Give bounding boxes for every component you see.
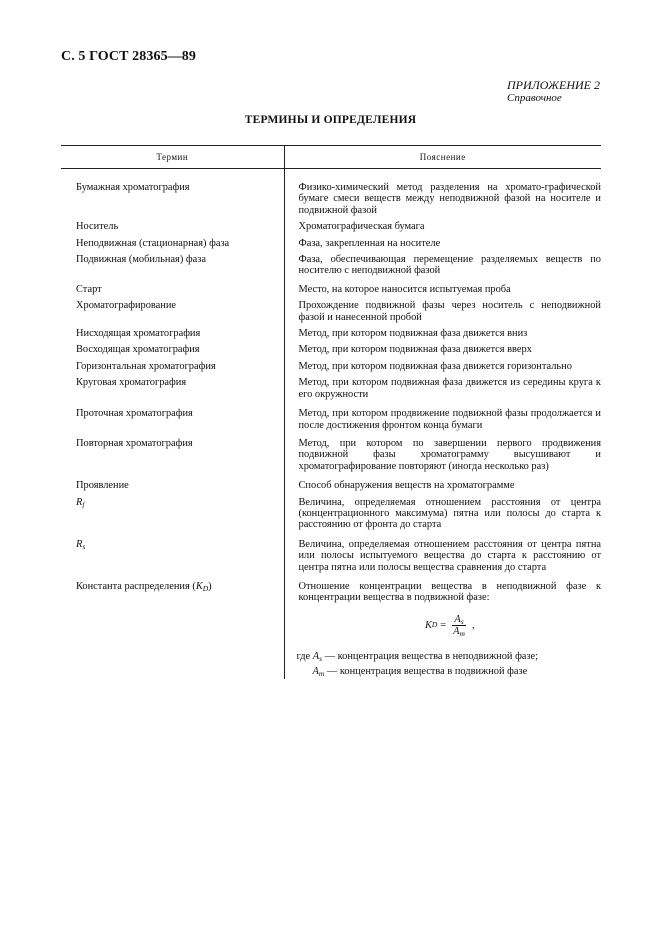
term-cell: Носитель xyxy=(76,221,119,233)
table-row xyxy=(61,295,601,323)
term-cell: Хроматографирование xyxy=(76,300,177,312)
term-cell: Восходящая хроматография xyxy=(76,344,200,356)
definition-text: Отношение концентрации вещества в неподвижной фазе к концентрации вещества в подвижной фазе: xyxy=(298,580,601,604)
column-header-term: Термин xyxy=(61,146,284,169)
table-row xyxy=(61,233,601,249)
formula-numerator xyxy=(452,614,465,626)
table-row xyxy=(61,323,601,339)
formula-denominator xyxy=(451,626,467,637)
table-body xyxy=(61,169,601,679)
table-row xyxy=(61,169,601,217)
table-row xyxy=(61,277,601,295)
table-row xyxy=(61,431,601,472)
term-cell: Нисходящая хроматография xyxy=(76,328,201,340)
legend-text: — концентрация вещества в подвижной фазе xyxy=(326,665,528,677)
table-row xyxy=(61,573,601,679)
table-row xyxy=(61,531,601,573)
terms-table xyxy=(61,145,601,679)
definition-cell: Место, на которое наносится испытуемая проба xyxy=(284,277,601,295)
legend-subscript: m xyxy=(318,668,325,678)
term-cell: Круговая хроматография xyxy=(76,377,187,389)
table-row xyxy=(61,356,601,372)
legend-symbol: A xyxy=(312,650,320,662)
page-header: С. 5 ГОСТ 28365—89 xyxy=(61,49,196,64)
definition-cell xyxy=(284,573,601,679)
definition-cell: Фаза, закрепленная на носителе xyxy=(284,233,601,249)
term-symbol: K xyxy=(195,580,203,592)
definition-cell: Величина, определяемая отношением расстояния от центра пятна или полосы испытуемого вещества до старта к расстоянию от центра пятна или полосы вещества сравнения до старта xyxy=(284,531,601,573)
formula-fraction xyxy=(451,614,467,637)
table-row xyxy=(61,216,601,232)
term-cell: Неподвижная (стационарная) фаза xyxy=(76,237,230,249)
formula-lhs-symbol: K xyxy=(424,619,432,631)
definition-cell: Прохождение подвижной фазы через носитель с неподвижной фазой и нанесенной пробой xyxy=(284,295,601,323)
term-cell: Подвижная (мобильная) фаза xyxy=(76,254,206,266)
table-row xyxy=(61,249,601,277)
term-cell: Проточная хроматография xyxy=(76,408,193,420)
term-subscript: D xyxy=(202,583,209,593)
definition-cell: Метод, при котором по завершении первого продвижения подвижной фазы хроматограмму высушивают и хроматографирование повторяют (иногда несколько раз) xyxy=(284,431,601,472)
definition-cell: Фаза, обеспечивающая перемещение разделяемых веществ по носителю с неподвижной фазой xyxy=(284,249,601,277)
numerator-subscript: s xyxy=(460,616,464,626)
definition-cell: Метод, при котором подвижная фаза движется из середины круга к его окружности xyxy=(284,372,601,400)
legend-line xyxy=(297,649,602,664)
legend-prefix: где xyxy=(296,650,311,662)
table-row xyxy=(61,472,601,491)
formula-legend xyxy=(296,649,602,679)
legend-symbol: A xyxy=(312,665,319,677)
term-cell: Старт xyxy=(76,283,102,295)
definition-cell: Физико-химический метод разделения на хромато-графической бумаге смеси веществ между неподвижной фазой на носителе и подвижной фазой xyxy=(284,169,601,217)
appendix-label xyxy=(507,79,600,105)
term-cell xyxy=(61,531,284,573)
denominator-symbol: A xyxy=(453,625,460,637)
table-row xyxy=(61,492,601,531)
term-close: ) xyxy=(208,580,212,592)
definition-cell: Метод, при котором продвижение подвижной фазы продолжается и после достижения фронтом конца бумаги xyxy=(284,400,601,431)
definition-cell: Метод, при котором подвижная фаза движется вниз xyxy=(284,323,601,339)
column-header-definition: Пояснение xyxy=(284,146,601,169)
definition-cell: Метод, при котором подвижная фаза движется горизонтально xyxy=(284,356,601,372)
term-cell: Проявление xyxy=(76,480,129,492)
definition-cell: Хроматографическая бумага xyxy=(284,216,601,232)
table-row xyxy=(61,339,601,355)
formula-equals: = xyxy=(440,619,447,631)
denominator-subscript: m xyxy=(459,628,465,638)
term-subscript: f xyxy=(82,499,85,509)
legend-line xyxy=(299,664,602,679)
legend-subscript: s xyxy=(319,653,323,663)
term-symbol: R xyxy=(76,496,83,508)
definition-cell: Метод, при котором подвижная фаза движется вверх xyxy=(284,339,601,355)
term-cell xyxy=(61,573,284,679)
table-header-row xyxy=(61,146,601,169)
table-row xyxy=(61,372,601,400)
term-cell: Горизонтальная хроматография xyxy=(76,360,216,372)
table-row xyxy=(61,400,601,431)
term-text: Константа распределения ( xyxy=(76,580,196,592)
term-cell: Повторная хроматография xyxy=(76,437,193,449)
term-subscript: s xyxy=(82,541,86,551)
definition-cell: Величина, определяемая отношением расстояния от центра (концентрационного максимума) пятна или полосы до старта к расстоянию от фронта до старта xyxy=(284,492,601,531)
formula: K D = $\frac{A_s}{A_m}$ , xyxy=(424,613,475,638)
appendix-title: ПРИЛОЖЕНИЕ 2 xyxy=(507,78,600,92)
term-cell xyxy=(61,492,284,531)
definition-cell: Способ обнаружения веществ на хроматограмме xyxy=(284,472,601,491)
appendix-subtitle: Справочное xyxy=(507,92,562,104)
term-symbol: R xyxy=(76,538,83,550)
legend-text: — концентрация вещества в неподвижной фазе; xyxy=(324,650,539,662)
formula-tail: , xyxy=(471,619,475,631)
numerator-symbol: A xyxy=(454,613,461,625)
term-cell: Бумажная хроматография xyxy=(76,182,190,193)
document-title: ТЕРМИНЫ И ОПРЕДЕЛЕНИЯ xyxy=(244,114,417,126)
